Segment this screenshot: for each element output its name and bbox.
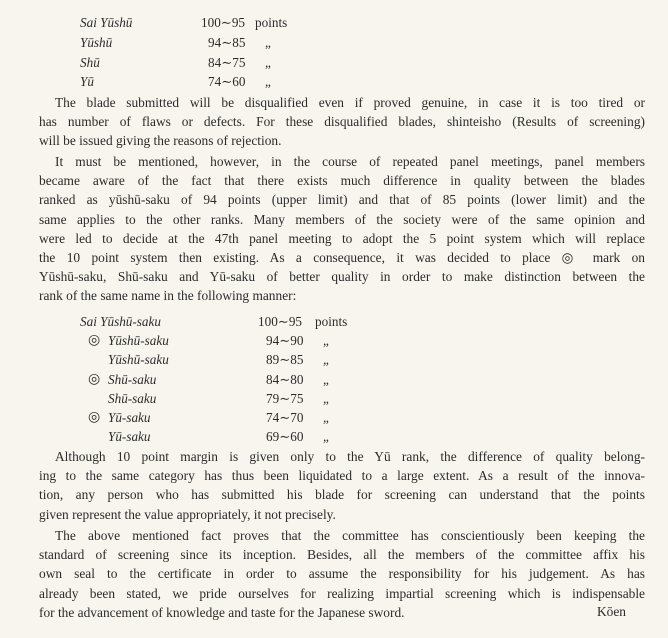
rank-row: [80, 313, 380, 331]
text-line: Although 10 point margin is given only to the Yū rank, the difference of quality belong-: [55, 449, 645, 464]
paragraph-point-system: [39, 152, 645, 306]
rank-name: Sai Yūshū-saku: [80, 314, 161, 329]
text-line: tion, any person who has submitted his blade for screening can understand that the points: [39, 487, 645, 503]
rank-range: 84∼80: [266, 372, 304, 387]
rank-unit: points: [255, 15, 288, 30]
rank-name: Shū: [80, 55, 100, 70]
rank-unit: „: [323, 410, 329, 425]
rank-range: 94∼90: [266, 333, 304, 348]
text-line: The above mentioned fact proves that the committee has conscientiously been keeping the: [55, 528, 645, 543]
rank-row: [80, 34, 340, 52]
rank-range: 100∼95: [201, 15, 246, 30]
rank-row: [80, 54, 340, 72]
rank-row: [80, 332, 380, 350]
rank-range: 89∼85: [266, 352, 304, 367]
text-line: the 10 point system then existing. As a consequence, it was decided to place ◎ mark on: [39, 250, 645, 266]
rank-row: [80, 428, 380, 446]
double-circle-icon: ◎: [88, 410, 101, 425]
rank-name: Yūshū-saku: [108, 333, 169, 348]
text-line: same applies to the other ranks. Many members of the society were of the same opinion and: [39, 211, 645, 227]
rank-unit: „: [323, 352, 329, 367]
rank-unit: „: [265, 35, 271, 50]
rank-range: 74∼70: [266, 410, 304, 425]
rank-range: 74∼60: [208, 74, 246, 89]
text-line: standard of screening since its inception. Besides, all the members of the committee affix his: [39, 547, 645, 563]
rank-row: [80, 371, 380, 389]
text-line: will be issued giving the reasons of rejection.: [39, 133, 282, 149]
text-line: own seal to the certificate in order to assume the responsibility for his judgement. As has: [39, 566, 645, 582]
paragraph-disqualification: [39, 93, 645, 151]
double-circle-icon: ◎: [88, 333, 101, 348]
rank-name: Shū-saku: [108, 391, 157, 406]
text-line: given represent the value appropriately, it not precisely.: [39, 506, 336, 522]
text-line: has number of flaws or defects. For these disqualified blades, shinteisho (Results of screening): [39, 114, 645, 130]
text-line: were led to decide at the 47th panel meeting to adopt the 5 point system which will replace: [39, 230, 645, 246]
rank-unit: points: [315, 314, 348, 329]
rank-unit: „: [323, 333, 329, 348]
rank-range: 84∼75: [208, 55, 246, 70]
text-line: The blade submitted will be disqualified even if proved genuine, in case it is too tired or: [55, 95, 645, 110]
rank-unit: „: [323, 372, 329, 387]
text-line: for the advancement of knowledge and taste for the Japanese sword.: [39, 604, 405, 620]
rank-row: [80, 14, 340, 32]
rank-name: Yū-saku: [108, 410, 151, 425]
text-line: Yūshū-saku, Shū-saku and Yū-saku of better quality in order to make distinction between the: [39, 269, 645, 285]
text-line: ing to the same category has thus been liquidated to a large extent. As a result of the innova-: [39, 468, 645, 484]
rank-unit: „: [265, 74, 271, 89]
rank-range: 69∼60: [266, 429, 304, 444]
text-line: already been stated, we pride ourselves for realizing impartial screening which is indispensable: [39, 585, 645, 601]
rank-range: 79∼75: [266, 391, 304, 406]
double-circle-icon: ◎: [88, 372, 101, 387]
rank-row: [80, 351, 380, 369]
paragraph-committee: [39, 526, 645, 622]
rank-name: Shū-saku: [108, 372, 157, 387]
rank-name: Yū-saku: [108, 429, 151, 444]
rank-unit: „: [265, 55, 271, 70]
rank-unit: „: [323, 391, 329, 406]
rank-name: Sai Yūshū: [80, 15, 133, 30]
rank-name: Yūshū-saku: [108, 352, 169, 367]
text-line: ranked as yūshū-saku of 94 points (upper limit) and that of 85 points (lower limit) and the: [39, 192, 645, 208]
text-line: became aware of the fact that there exists much difference in quality between the blades: [39, 173, 645, 189]
rank-unit: „: [323, 429, 329, 444]
rank-name: Yū: [80, 74, 94, 89]
paragraph-innovation: [39, 447, 645, 524]
rank-row: [80, 390, 380, 408]
rank-range: 94∼85: [208, 35, 246, 50]
rank-row: [80, 409, 380, 427]
text-line: It must be mentioned, however, in the course of repeated panel meetings, panel members: [55, 154, 645, 169]
rank-row: [80, 73, 340, 91]
text-line: rank of the same name in the following manner:: [39, 288, 297, 304]
rank-name: Yūshū: [80, 35, 113, 50]
signature: Kōen: [597, 604, 627, 619]
rank-range: 100∼95: [258, 314, 303, 329]
